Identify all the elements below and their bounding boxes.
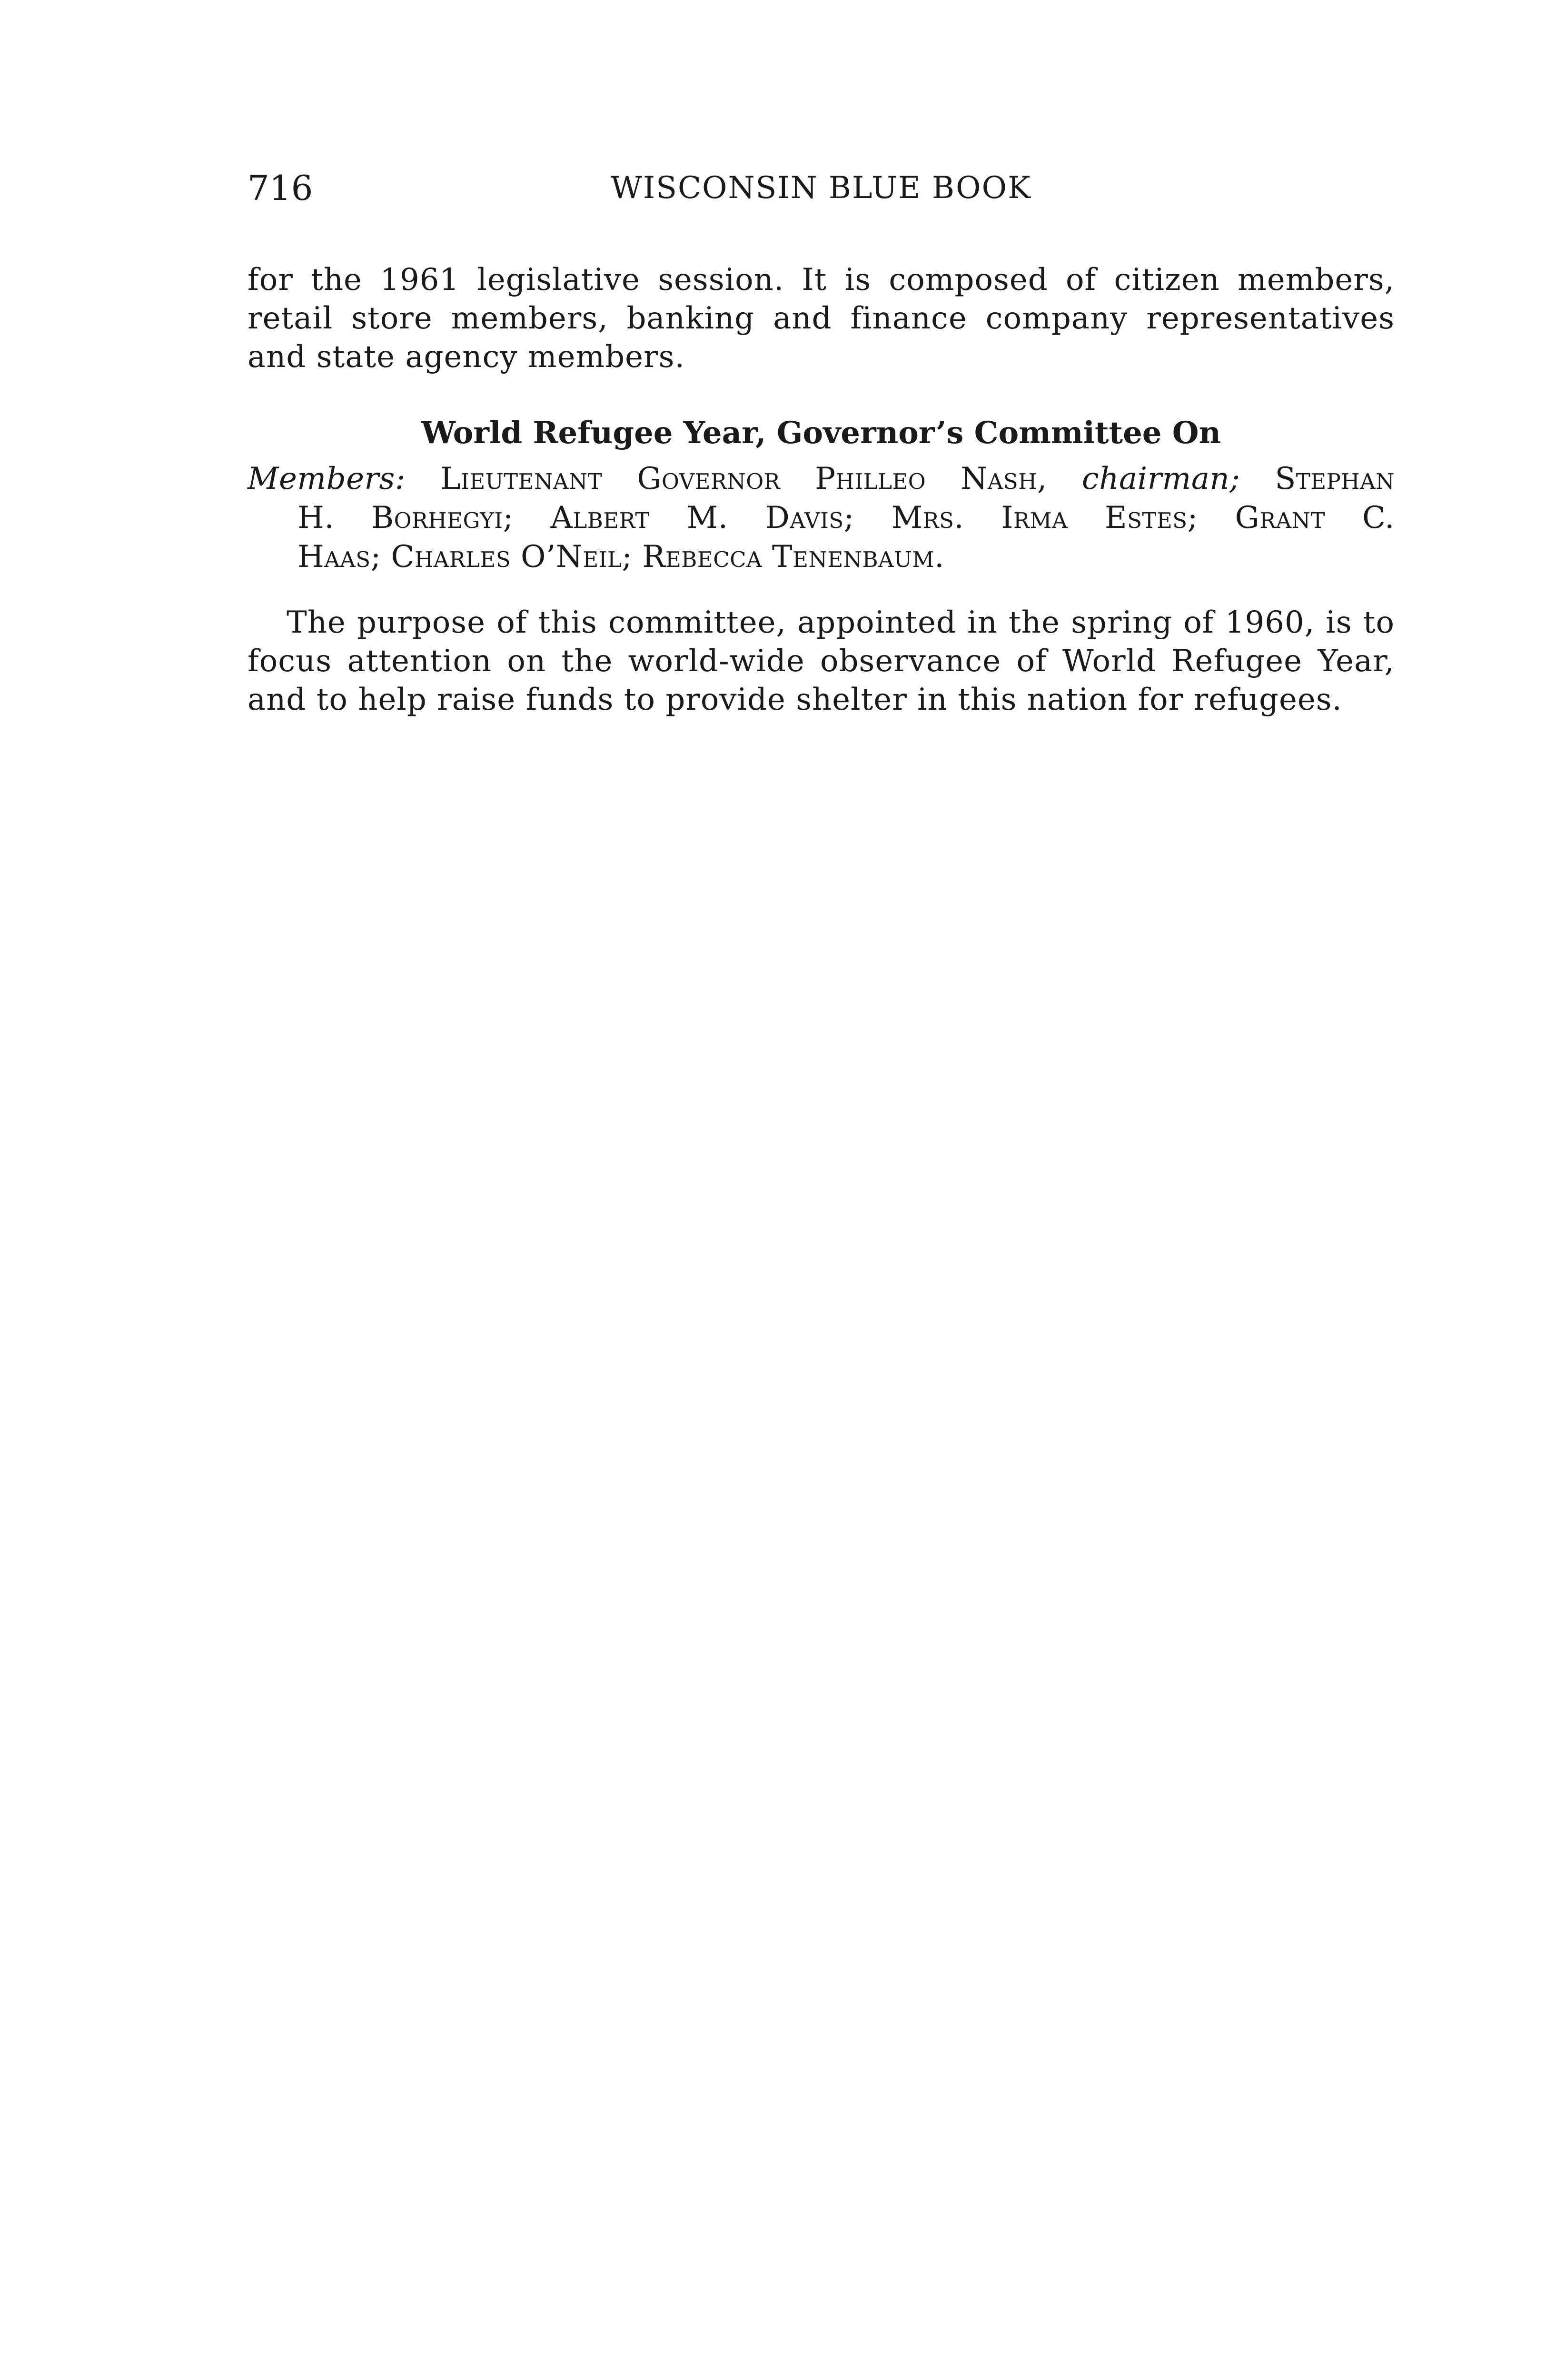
members-line-1 bbox=[248, 459, 1395, 498]
purpose-paragraph: The purpose of this committee, appointed in the spring of 1960, is to focus attention on the world-wide observance of World Refugee Year, and to help raise funds to provide shelter in this nation for refugees. bbox=[248, 605, 1395, 717]
members-chair: Lieutenant Governor Philleo Nash, bbox=[440, 461, 1047, 496]
running-title: WISCONSIN BLUE BOOK bbox=[611, 170, 1031, 206]
members-line-3: Haas; Charles O’Neil; Rebecca Tenenbaum. bbox=[297, 539, 944, 575]
section-heading: World Refugee Year, Governor’s Committee On bbox=[421, 415, 1221, 451]
members-label: Members: bbox=[248, 461, 406, 496]
page-header bbox=[248, 167, 1395, 209]
members-list bbox=[248, 459, 1395, 576]
page-number: 716 bbox=[248, 168, 313, 208]
intro-paragraph: for the 1961 legislative session. It is composed of citizen members, retail store members, banking and finance company representatives and state agency members. bbox=[248, 262, 1395, 375]
members-line-2: H. Borhegyi; Albert M. Davis; Mrs. Irma Estes; Grant C. bbox=[297, 500, 1395, 536]
members-chair-role: chairman; bbox=[1081, 461, 1240, 496]
members-line-1-tail: Stephan bbox=[1275, 461, 1395, 496]
